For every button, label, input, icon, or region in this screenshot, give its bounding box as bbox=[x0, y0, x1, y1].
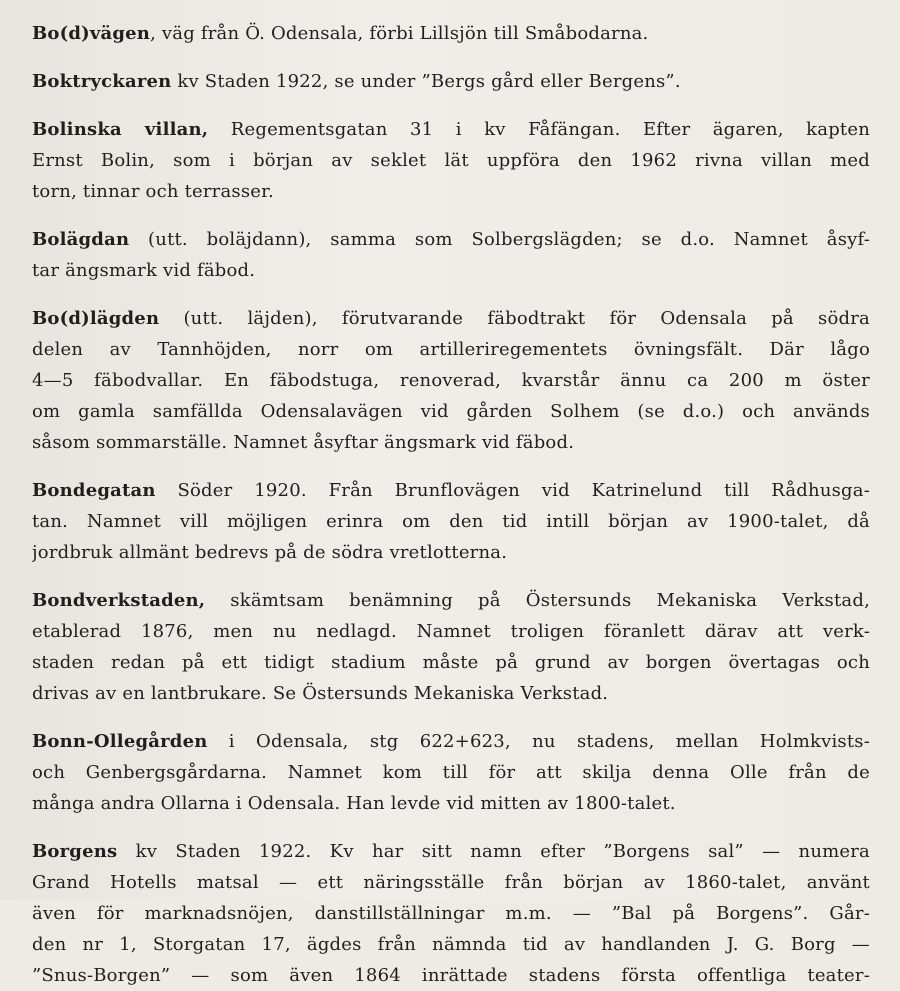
entry-text: i Odensala, stg 622+623, nu stadens, mellan Holmkvists- bbox=[207, 731, 870, 752]
entry-text: Grand Hotells matsal — ett näringsställe från början av 1860-talet, använt bbox=[32, 872, 870, 893]
text-line bbox=[32, 929, 870, 960]
text-line bbox=[32, 334, 870, 365]
entry-list bbox=[32, 18, 870, 991]
text-line bbox=[32, 365, 870, 396]
text-line bbox=[32, 303, 870, 334]
text-line bbox=[32, 396, 870, 427]
text-line bbox=[32, 757, 870, 788]
entry-text: Ernst Bolin, som i början av seklet lät uppföra den 1962 rivna villan med bbox=[32, 150, 870, 171]
entry-text: den nr 1, Storgatan 17, ägdes från nämnda tid av handlanden J. G. Borg — bbox=[32, 934, 870, 955]
dictionary-entry bbox=[32, 114, 870, 207]
dictionary-entry bbox=[32, 585, 870, 709]
text-line bbox=[32, 836, 870, 867]
entry-text: drivas av en lantbrukare. Se Östersunds Mekaniska Verkstad. bbox=[32, 683, 609, 704]
entry-text: torn, tinnar och terrasser. bbox=[32, 181, 274, 202]
entry-headword: Bolinska villan, bbox=[32, 119, 209, 140]
text-line bbox=[32, 475, 870, 506]
entry-text: Söder 1920. Från Brunflovägen vid Katrinelund till Rådhusga- bbox=[155, 480, 870, 501]
entry-text: kv Staden 1922. Kv har sitt namn efter ”Borgens sal” — numera bbox=[117, 841, 870, 862]
entry-headword: Bo(d)lägden bbox=[32, 308, 160, 329]
entry-text: , väg från Ö. Odensala, förbi Lillsjön till Småbodarna. bbox=[150, 23, 649, 44]
text-line bbox=[32, 788, 870, 819]
text-line bbox=[32, 537, 870, 568]
entry-headword: Boktryckaren bbox=[32, 71, 172, 92]
dictionary-entry bbox=[32, 836, 870, 991]
entry-text: staden redan på ett tidigt stadium måste på grund av borgen övertagas och bbox=[32, 652, 870, 673]
text-line bbox=[32, 145, 870, 176]
entry-text: etablerad 1876, men nu nedlagd. Namnet troligen föranlett därav att verk- bbox=[32, 621, 870, 642]
text-line bbox=[32, 616, 870, 647]
text-line bbox=[32, 726, 870, 757]
text-line bbox=[32, 114, 870, 145]
text-line bbox=[32, 427, 870, 458]
entry-text: skämtsam benämning på Östersunds Mekaniska Verkstad, bbox=[205, 590, 870, 611]
entry-text: (utt. läjden), förutvarande fäbodtrakt för Odensala på södra bbox=[159, 308, 870, 329]
text-line bbox=[32, 898, 870, 929]
text-line bbox=[32, 867, 870, 898]
dictionary-entry bbox=[32, 224, 870, 286]
entry-text: och Genbergsgårdarna. Namnet kom till för att skilja denna Olle från de bbox=[32, 762, 870, 783]
entry-text: kv Staden 1922, se under ”Bergs gård eller Bergens”. bbox=[171, 71, 681, 92]
entry-headword: Bonn-Ollegården bbox=[32, 731, 208, 752]
text-line bbox=[32, 960, 870, 991]
entry-text: många andra Ollarna i Odensala. Han levde vid mitten av 1800-talet. bbox=[32, 793, 676, 814]
entry-text: ”Snus-Borgen” — som även 1864 inrättade stadens första offentliga teater- bbox=[32, 965, 870, 986]
dictionary-entry bbox=[32, 303, 870, 458]
text-line bbox=[32, 18, 870, 49]
entry-text: även för marknadsnöjen, danstillställningar m.m. — ”Bal på Borgens”. Går- bbox=[32, 903, 870, 924]
text-line bbox=[32, 647, 870, 678]
entry-text: om gamla samfällda Odensalavägen vid gården Solhem (se d.o.) och används bbox=[32, 401, 870, 422]
text-line bbox=[32, 585, 870, 616]
text-line bbox=[32, 255, 870, 286]
dictionary-entry bbox=[32, 475, 870, 568]
entry-headword: Borgens bbox=[32, 841, 118, 862]
entry-text: tar ängsmark vid fäbod. bbox=[32, 260, 256, 281]
entry-text: (utt. boläjdann), samma som Solbergslägden; se d.o. Namnet åsyf- bbox=[129, 229, 870, 250]
entry-text: 4—5 fäbodvallar. En fäbodstuga, renoverad, kvarstår ännu ca 200 m öster bbox=[32, 370, 870, 391]
text-line bbox=[32, 506, 870, 537]
dictionary-entry bbox=[32, 66, 870, 97]
entry-text: delen av Tannhöjden, norr om artilleriregementets övningsfält. Där lågo bbox=[32, 339, 870, 360]
text-line bbox=[32, 176, 870, 207]
entry-text: såsom sommarställe. Namnet åsyftar ängsmark vid fäbod. bbox=[32, 432, 575, 453]
text-line bbox=[32, 66, 870, 97]
entry-headword: Bo(d)vägen bbox=[32, 23, 151, 44]
entry-headword: Bolägdan bbox=[32, 229, 130, 250]
entry-headword: Bondverkstaden, bbox=[32, 590, 206, 611]
entry-text: Regementsgatan 31 i kv Fåfängan. Efter ägaren, kapten bbox=[208, 119, 870, 140]
entry-text: jordbruk allmänt bedrevs på de södra vretlotterna. bbox=[32, 542, 508, 563]
dictionary-entry bbox=[32, 726, 870, 819]
entry-text: tan. Namnet vill möjligen erinra om den tid intill början av 1900-talet, då bbox=[32, 511, 870, 532]
entry-headword: Bondegatan bbox=[32, 480, 156, 501]
dictionary-entry bbox=[32, 18, 870, 49]
text-line bbox=[32, 678, 870, 709]
text-line bbox=[32, 224, 870, 255]
